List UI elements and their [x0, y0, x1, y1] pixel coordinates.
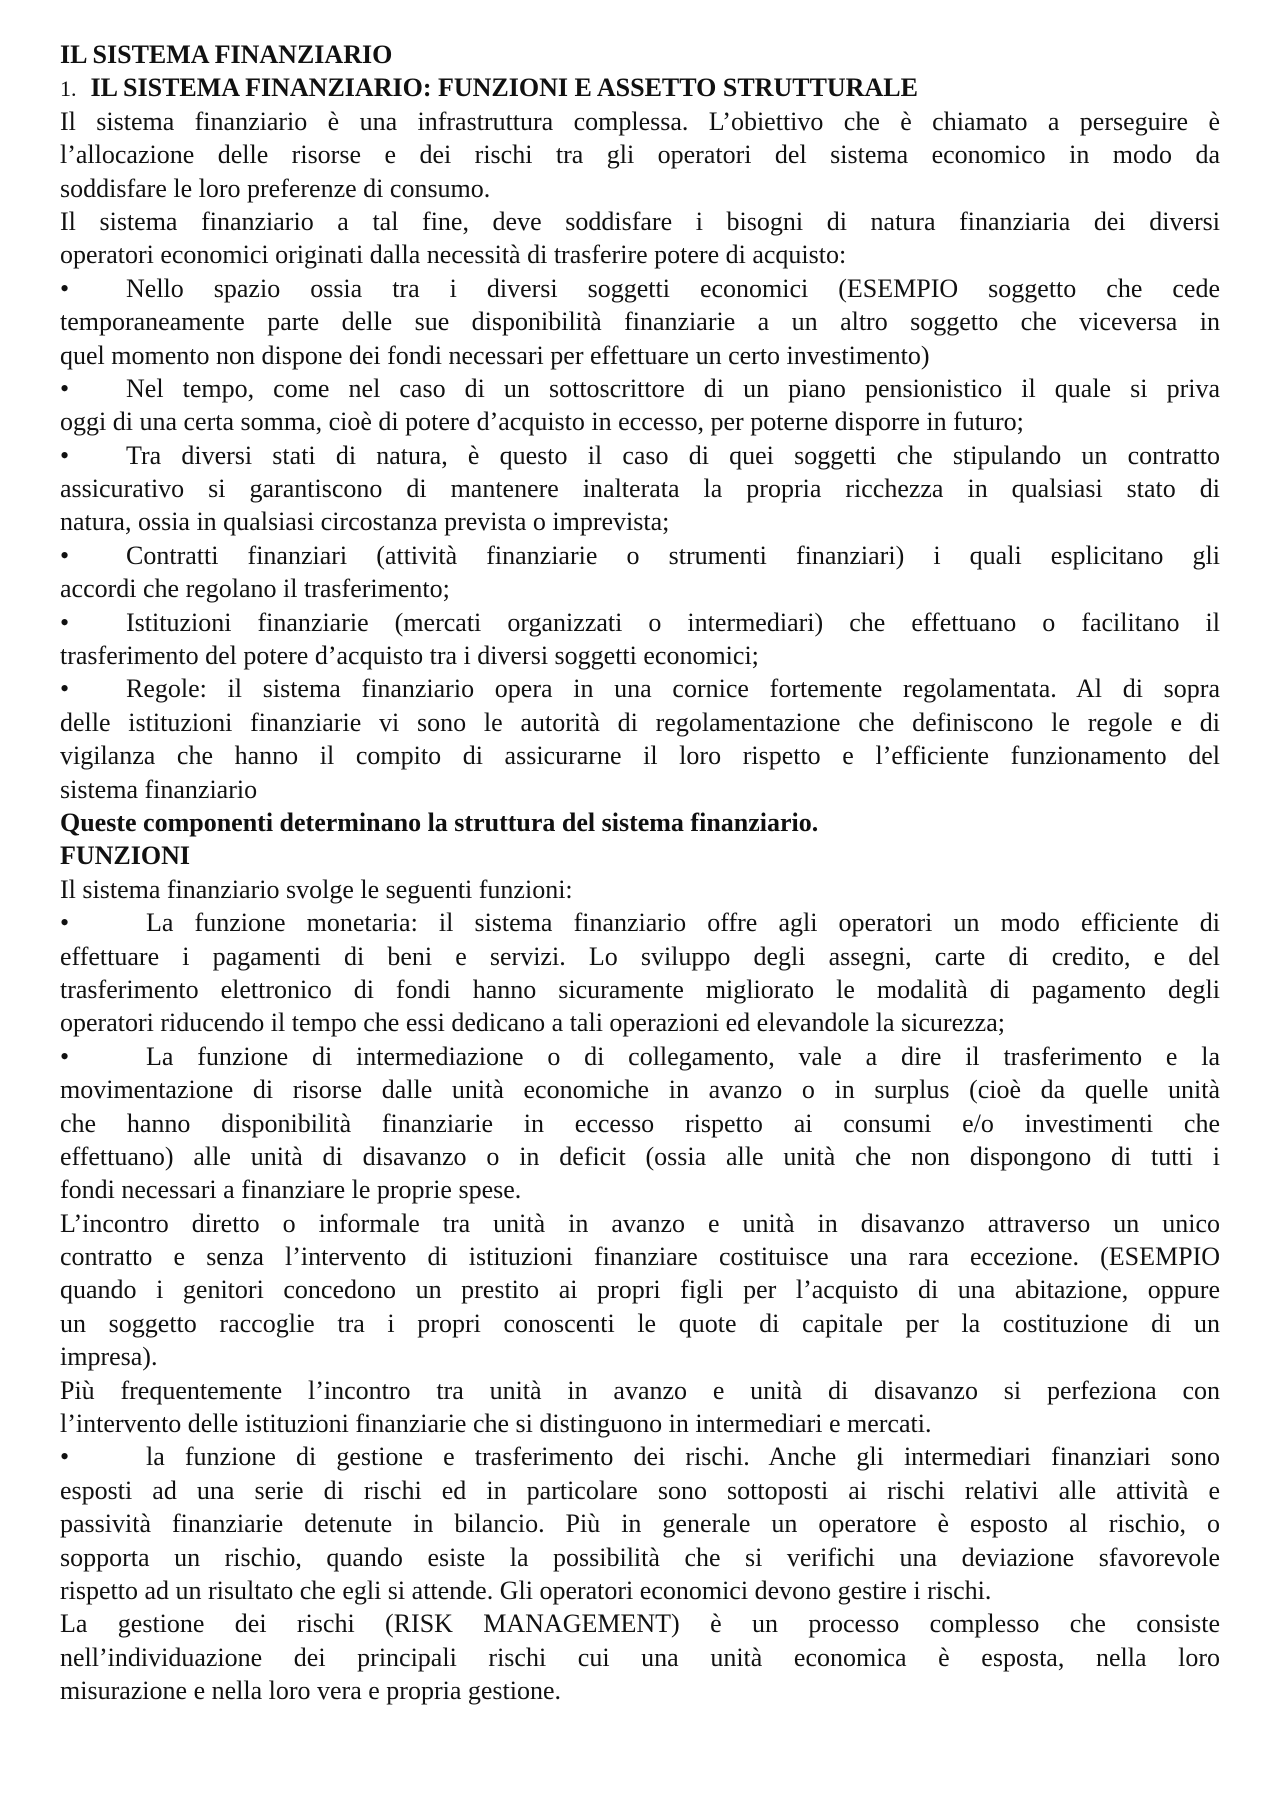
bullet-icon: • — [60, 1442, 70, 1472]
text-line: impresa). — [60, 1342, 158, 1372]
list-item: • la funzione di gestione e trasferimento dei rischi. Anche gli intermediari finanziari sono — [60, 1440, 1220, 1473]
document-title: IL SISTEMA FINANZIARIO — [60, 40, 393, 69]
text-line: operatori economici originati dalla necessità di trasferire potere di acquisto: — [60, 240, 847, 270]
text-line: che hanno disponibilità finanziarie in eccesso rispetto ai consumi e/o investimenti che — [60, 1108, 1220, 1138]
text-line: operatori riducendo il tempo che essi dedicano a tali operazioni ed elevandole la sicurezza; — [60, 1008, 1005, 1038]
bullet-icon: • — [60, 440, 70, 470]
bullet-icon: • — [60, 540, 70, 570]
text-line: sopporta un rischio, quando esiste la possibilità che si verifichi una deviazione sfavorevole — [60, 1542, 1220, 1572]
text-line: assicurativo si garantiscono di mantenere inalterata la propria ricchezza in qualsiasi stato di — [60, 474, 1220, 504]
text-line: delle istituzioni finanziarie vi sono le autorità di regolamentazione che definiscono le regole e di — [60, 707, 1220, 737]
text-line: accordi che regolano il trasferimento; — [60, 574, 450, 604]
text-line: vigilanza che hanno il compito di assicurarne il loro rispetto e l’efficiente funzionamento del — [60, 741, 1220, 771]
text-line: passività finanziarie detenute in bilancio. Più in generale un operatore è esposto al rischio, o — [60, 1509, 1220, 1539]
list-item: • Tra diversi stati di natura, è questo il caso di quei soggetti che stipulando un contratto — [60, 439, 1220, 472]
text-line: effettuare i pagamenti di beni e servizi. Lo sviluppo degli assegni, carte di credito, e del — [60, 941, 1220, 971]
bullet-icon: • — [60, 607, 70, 637]
text-line: contratto e senza l’intervento di istituzioni finanziare costituisce una rara eccezione. (ESEMPIO — [60, 1242, 1220, 1272]
list-item: • Contratti finanziari (attività finanziarie o strumenti finanziari) i quali esplicitano gli — [60, 539, 1220, 572]
text-line: l’allocazione delle risorse e dei rischi tra gli operatori del sistema economico in modo da — [60, 140, 1220, 170]
list-item: • Nel tempo, come nel caso di un sottoscrittore di un piano pensionistico il quale si priva — [60, 372, 1220, 405]
document-page — [60, 38, 1220, 1708]
text-line: Il sistema finanziario è una infrastruttura complessa. L’obiettivo che è chiamato a perseguire è — [60, 106, 1220, 136]
text-line: temporaneamente parte delle sue disponibilità finanziarie a un altro soggetto che viceversa in — [60, 307, 1220, 337]
section-heading — [60, 71, 1220, 104]
text-line: sistema finanziario — [60, 774, 258, 804]
section-title: IL SISTEMA FINANZIARIO: FUNZIONI E ASSETTO STRUTTURALE — [90, 73, 918, 103]
text-line: effettuano) alle unità di disavanzo o in deficit (ossia alle unità che non dispongono di tutti i — [60, 1141, 1220, 1171]
bullet-icon: • — [60, 373, 70, 403]
section-number: 1. — [60, 76, 77, 102]
text-line: Il sistema finanziario svolge le seguenti funzioni: — [60, 874, 573, 904]
text-line: rispetto ad un risultato che egli si attende. Gli operatori economici devono gestire i rischi. — [60, 1575, 992, 1605]
text-line: misurazione e nella loro vera e propria gestione. — [60, 1676, 562, 1706]
list-item: • La funzione monetaria: il sistema finanziario offre agli operatori un modo efficiente di — [60, 906, 1220, 939]
text-line: L’incontro diretto o informale tra unità in avanzo e unità in disavanzo attraverso un unico — [60, 1208, 1220, 1238]
list-item: • Istituzioni finanziarie (mercati organizzati o intermediari) che effettuano o facilitano il — [60, 606, 1220, 639]
list-item: • Nello spazio ossia tra i diversi soggetti economici (ESEMPIO soggetto che cede — [60, 272, 1220, 305]
bullet-icon: • — [60, 273, 70, 303]
text-line: La gestione dei rischi (RISK MANAGEMENT) è un processo complesso che consiste — [60, 1609, 1220, 1639]
text-line: un soggetto raccoglie tra i propri conoscenti le quote di capitale per la costituzione di un — [60, 1308, 1220, 1338]
text-line: esposti ad una serie di rischi ed in particolare sono sottoposti ai rischi relativi alle attività e — [60, 1475, 1220, 1505]
text-line: trasferimento elettronico di fondi hanno sicuramente migliorato le modalità di pagamento degli — [60, 974, 1220, 1004]
list-item: • Regole: il sistema finanziario opera in una cornice fortemente regolamentata. Al di sopra — [60, 672, 1220, 705]
text-line: oggi di una certa somma, cioè di potere d’acquisto in eccesso, per poterne disporre in futuro; — [60, 407, 1024, 437]
text-line: fondi necessari a finanziare le proprie spese. — [60, 1175, 522, 1205]
summary-statement: Queste componenti determinano la struttura del sistema finanziario. — [60, 807, 819, 837]
text-line: Il sistema finanziario a tal fine, deve soddisfare i bisogni di natura finanziaria dei diversi — [60, 206, 1220, 236]
bullet-icon: • — [60, 1041, 70, 1071]
text-line: Più frequentemente l’incontro tra unità in avanzo e unità di disavanzo si perfeziona con — [60, 1375, 1220, 1405]
subheading-funzioni: FUNZIONI — [60, 841, 191, 871]
text-line: movimentazione di risorse dalle unità economiche in avanzo o in surplus (cioè da quelle unità — [60, 1075, 1220, 1105]
text-line: nell’individuazione dei principali rischi cui una unità economica è esposta, nella loro — [60, 1642, 1220, 1672]
list-item: • La funzione di intermediazione o di collegamento, vale a dire il trasferimento e la — [60, 1040, 1220, 1073]
text-line: trasferimento del potere d’acquisto tra i diversi soggetti economici; — [60, 641, 759, 671]
bullet-icon: • — [60, 674, 70, 704]
text-line: quando i genitori concedono un prestito ai propri figli per l’acquisto di una abitazione, oppure — [60, 1275, 1220, 1305]
bullet-icon: • — [60, 908, 70, 938]
text-line: natura, ossia in qualsiasi circostanza prevista o imprevista; — [60, 507, 670, 537]
text-line: quel momento non dispone dei fondi necessari per effettuare un certo investimento) — [60, 340, 930, 370]
text-line: soddisfare le loro preferenze di consumo. — [60, 173, 491, 203]
text-line: l’intervento delle istituzioni finanziarie che si distinguono in intermediari e mercati. — [60, 1409, 932, 1439]
